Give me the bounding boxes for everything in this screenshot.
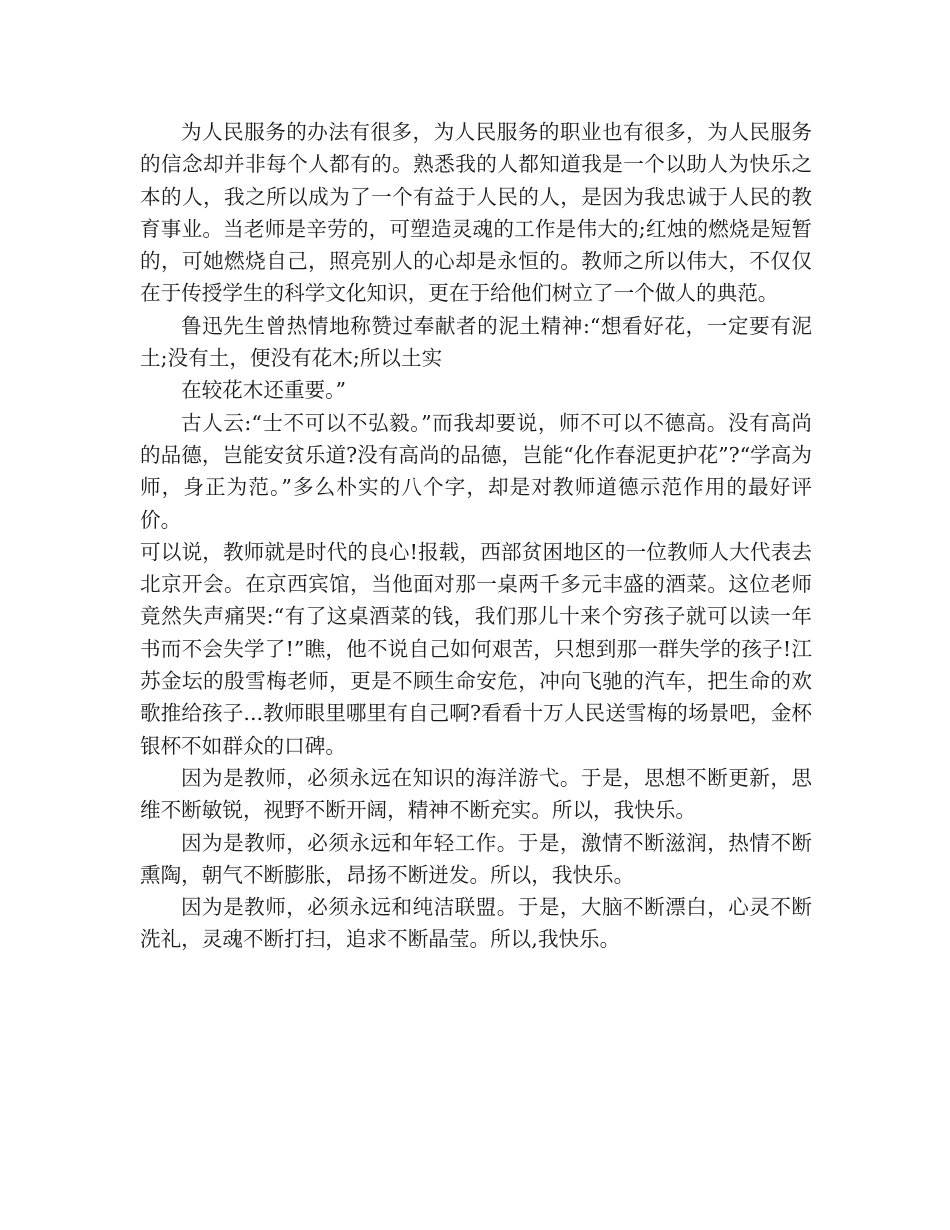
- document-body: [140, 116, 812, 956]
- paragraph: 鲁迅先生曾热情地称赞过奉献者的泥土精神:“想看好花，一定要有泥土;没有土，便没有花木;所以土实: [140, 313, 812, 371]
- paragraph: 因为是教师，必须永远和年轻工作。于是，激情不断滋润，热情不断熏陶，朝气不断膨胀，昂扬不断迸发。所以，我快乐。: [140, 830, 812, 887]
- paragraph: 因为是教师，必须永远在知识的海洋游弋。于是，思想不断更新，思维不断敏锐，视野不断开阔，精神不断充实。所以，我快乐。: [140, 765, 812, 823]
- paragraph: 在较花木还重要。”: [181, 378, 346, 403]
- paragraph: 可以说，教师就是时代的良心!报载，西部贫困地区的一位教师人大代表去北京开会。在京西宾馆，当他面对那一桌两千多元丰盛的酒菜。这位老师竟然失声痛哭:“有了这桌酒菜的钱，我们那儿十来个穷孩子就可以读一年书而不会失学了!”瞧，他不说自己如何艰苦，只想到那一群失学的孩子!江苏金坛的殷雪梅老师，更是不顾生命安危，冲向飞驰的汽车，把生命的欢歌推给孩子...教师眼里哪里有自己啊?看看十万人民送雪梅的场景吧，金杯银杯不如群众的口碑。: [140, 539, 812, 758]
- paragraph: 为人民服务的办法有很多，为人民服务的职业也有很多，为人民服务的信念却并非每个人都有的。熟悉我的人都知道我是一个以助人为快乐之本的人，我之所以成为了一个有益于人民的人，是因为我忠诚于人民的教育事业。当老师是辛劳的，可塑造灵魂的工作是伟大的;红烛的燃烧是短暂的，可她燃烧自己，照亮别人的心却是永恒的。教师之所以伟大，不仅仅在于传授学生的科学文化知识，更在于给他们树立了一个做人的典范。: [140, 120, 812, 306]
- paragraph: 因为是教师，必须永远和纯洁联盟。于是，大脑不断漂白，心灵不断洗礼，灵魂不断打扫，追求不断晶莹。所以,我快乐。: [140, 895, 812, 952]
- paragraph: 古人云:“士不可以不弘毅。”而我却要说，师不可以不德高。没有高尚的品德，岂能安贫乐道?没有高尚的品德，岂能“化作春泥更护花”?“学高为师，身正为范。”多么朴实的八个字，却是对教师道德示范作用的最好评价。: [140, 410, 812, 532]
